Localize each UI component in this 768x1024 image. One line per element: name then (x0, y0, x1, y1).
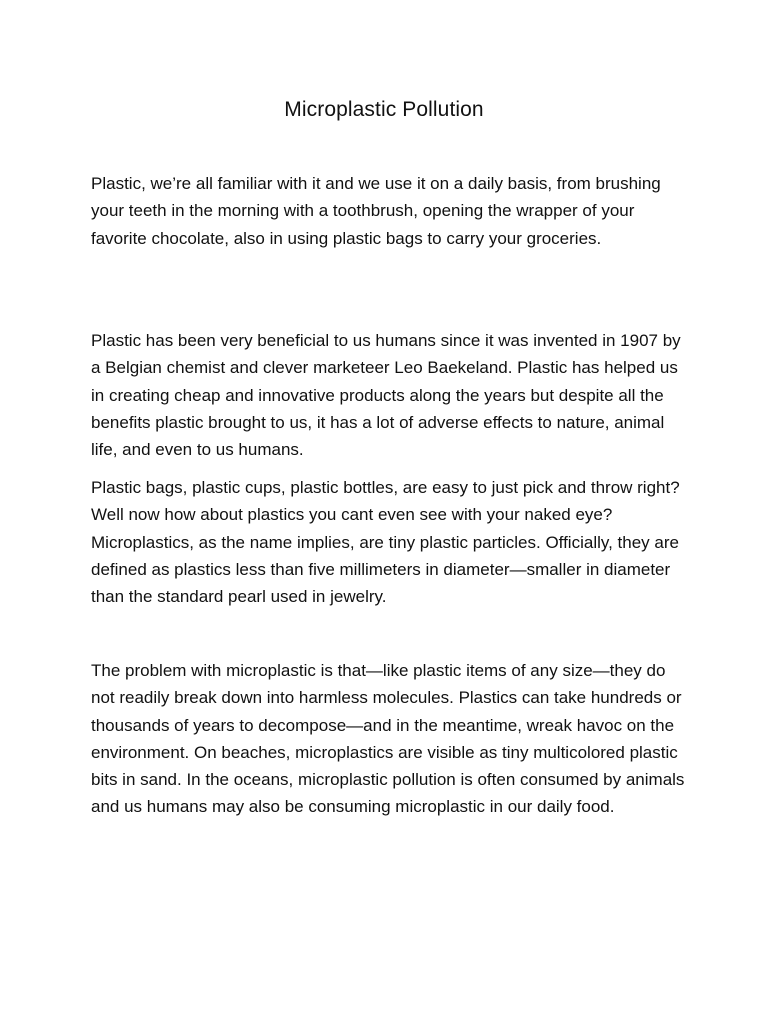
paragraph-1: Plastic, we’re all familiar with it and we use it on a daily basis, from brushing your teeth in the morning with a toothbrush, opening the wrapper of your favorite chocolate, also in using plastic bags to carry your groceries. (91, 174, 661, 248)
paragraph-4: The problem with microplastic is that—like plastic items of any size—they do not readily break down into harmless molecules. Plastics can take hundreds or thousands of years to decompose—and in the meantime, wreak havoc on the environment. On beaches, microplastics are visible as tiny multicolored plastic bits in sand. In the oceans, microplastic pollution is often consumed by animals and us humans may also be consuming microplastic in our daily food. (91, 661, 685, 817)
paragraph-3: Plastic bags, plastic cups, plastic bottles, are easy to just pick and throw right? Well now how about plastics you cant even see with your naked eye?Microplastics, as the name implies, are tiny plastic particles. Officially, they are defined as plastics less than five millimeters in diameter—smaller in diameter than the standard pearl used in jewelry. (91, 478, 680, 607)
document-title: Microplastic Pollution (284, 98, 484, 121)
paragraph-2: Plastic has been very beneficial to us humans since it was invented in 1907 by a Belgian chemist and clever marketeer Leo Baekeland. Plastic has helped us in creating cheap and innovative products along the years but despite all the benefits plastic brought to us, it has a lot of adverse effects to nature, animal life, and even to us humans. (91, 331, 681, 460)
